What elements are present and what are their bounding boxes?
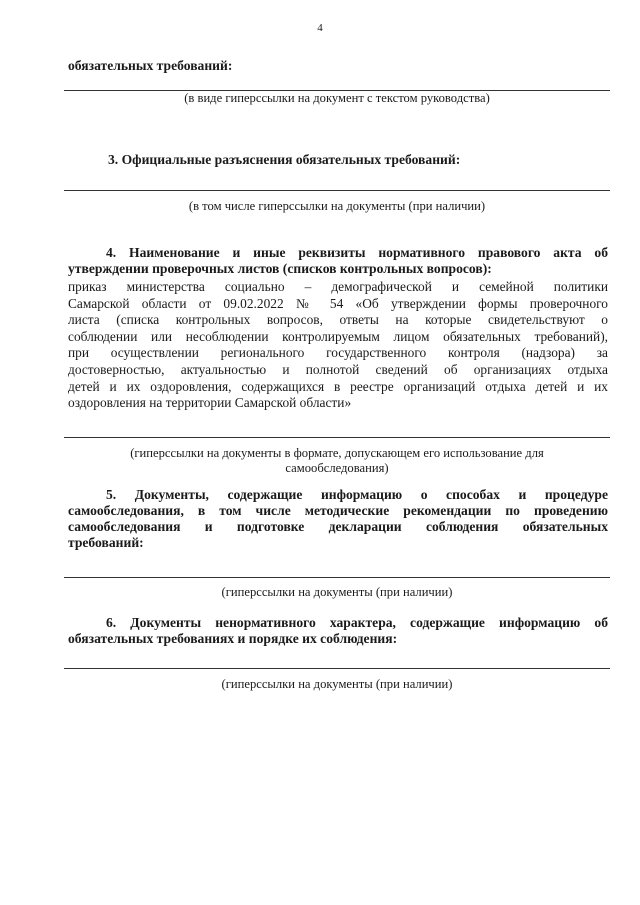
section-4-heading-line: утверждении проверочных листов (списков контрольных вопросов): — [68, 261, 492, 276]
section-4-heading — [68, 245, 608, 277]
body-line: при осуществлении регионального государственного контроля (надзора) за — [68, 345, 608, 361]
body-line: приказ министерства социально – демографической и семейной политики — [68, 279, 608, 294]
caption-guide-hyperlink: (в виде гиперссылки на документ с текстом руководства) — [184, 91, 490, 105]
body-line: оздоровления на территории Самарской области» — [68, 395, 352, 411]
body-line: соблюдении или несоблюдении контролируемым лицом обязательных требований), — [68, 328, 608, 344]
caption-line: (гиперссылки на документы в формате, допускающем его использование для — [130, 446, 544, 460]
section-4-heading-line: 4. Наименование и иные реквизиты нормативного правового акта об — [106, 245, 608, 260]
intro-tail: обязательных требований: — [68, 58, 233, 73]
body-line: листа (списка контрольных вопросов, ответы на которые свидетельствуют о — [68, 312, 608, 328]
page-number: 4 — [317, 22, 323, 34]
section-6-heading — [68, 615, 608, 647]
caption-non-normative-docs: (гиперссылки на документы (при наличии) — [221, 677, 453, 691]
caption-self-assessment-format — [64, 446, 610, 476]
caption-clarifications: (в том числе гиперссылки на документы (при наличии) — [188, 199, 486, 213]
body-line: детей и их оздоровления, содержащихся в реестре организаций отдыха детей и их — [68, 378, 608, 394]
section-5-heading-line: самообследования, в том числе методические рекомендации по проведению — [68, 503, 608, 518]
section-5-heading-line: требований: — [68, 535, 144, 550]
signature-line-3 — [64, 437, 610, 438]
section-4-body — [68, 279, 608, 412]
signature-line-4 — [64, 577, 610, 578]
body-line: Самарской области от 09.02.2022 № 54 «Об утверждении формы проверочного — [68, 295, 608, 311]
body-line: достоверностью, актуальностью и полнотой сведений об организациях отдыха — [68, 361, 608, 377]
section-3-heading: 3. Официальные разъяснения обязательных требований: — [108, 152, 461, 167]
section-6-heading-line: 6. Документы ненормативного характера, содержащие информацию об — [106, 615, 608, 630]
signature-line-2 — [64, 190, 610, 191]
signature-line-5 — [64, 668, 610, 669]
section-5-heading — [68, 487, 608, 551]
section-6-heading-line: обязательных требованиях и порядке их соблюдения: — [68, 631, 398, 646]
section-5-heading-line: самообследования и подготовке декларации соблюдения обязательных — [68, 519, 608, 534]
caption-self-assessment-docs: (гиперссылки на документы (при наличии) — [221, 585, 453, 599]
caption-line: самообследования) — [285, 461, 389, 475]
section-5-heading-line: 5. Документы, содержащие информацию о способах и процедуре — [106, 487, 608, 502]
